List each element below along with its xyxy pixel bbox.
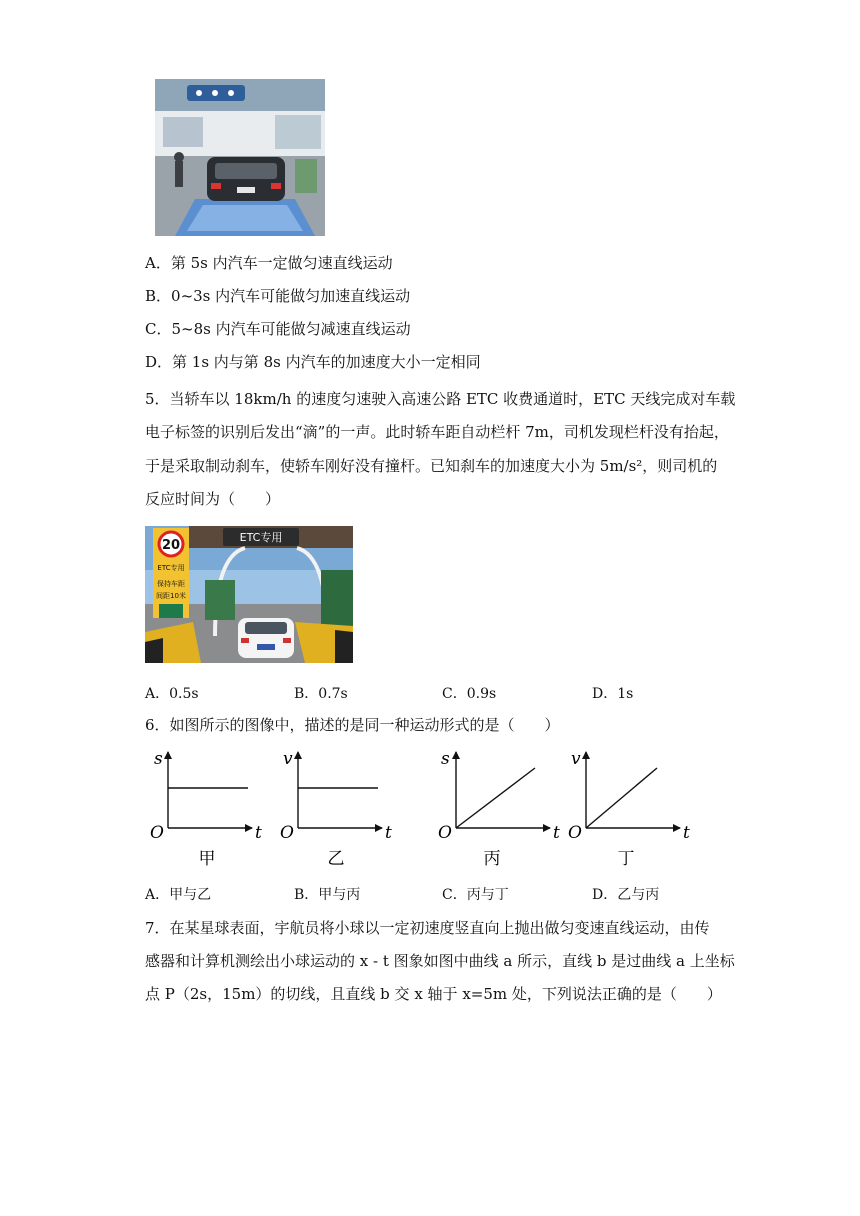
q6-option-b: B．甲与丙 [294,887,361,903]
graph-ding-ylabel: v [571,749,581,769]
sign-text-1: ETC专用 [157,564,185,572]
q4-option-d: D．第 1s 内与第 8s 内汽车的加速度大小一定相同 [145,353,481,371]
graph-jia-caption: 甲 [198,849,216,869]
q4-option-a: A．第 5s 内汽车一定做匀速直线运动 [145,254,393,272]
q5-stem-line-2: 电子标签的识别后发出“滴”的一声。此时轿车距自动栏杆 7m，司机发现栏杆没有抬起， [145,423,729,441]
q4-option-c: C．5~8s 内汽车可能做匀减速直线运动 [145,320,411,338]
q6-option-c: C．丙与丁 [442,887,509,903]
q7-stem-line-2: 感器和计算机测绘出小球运动的 x - t 图象如图中曲线 a 所示，直线 b 是过曲线 a 上坐标 [145,952,735,970]
q6-option-d: D．乙与丙 [592,887,660,903]
graph-ding-caption: 丁 [617,849,635,869]
graph-ding [568,749,690,843]
q5-stem-line-4: 反应时间为（ ） [145,490,281,508]
sign-text-2: 保持车距 [157,580,185,588]
q6-graphs [140,744,700,870]
graph-bing-ylabel: s [441,749,450,769]
graph-jia-origin: O [150,823,164,843]
graph-bing-origin: O [438,823,452,843]
graph-ding-line [586,768,657,828]
q7-stem-line-1: 7．在某星球表面，宇航员将小球以一定初速度竖直向上抛出做匀变速直线运动，由传 [145,919,710,937]
graph-jia-ylabel: s [154,749,163,769]
q5-option-a: A．0.5s [145,686,199,702]
q5-stem-line-3: 于是采取制动刹车，使轿车刚好没有撞杆。已知刹车的加速度大小为 5m/s²，则司机的 [145,457,718,475]
gantry-text: ETC专用 [239,531,283,544]
graph-bing [438,749,560,843]
sign-text-3: 间距10米 [156,592,186,600]
etc-toll-lane-photo [145,526,353,663]
graph-yi-origin: O [280,823,294,843]
q5-option-d: D．1s [592,686,634,702]
speed-limit-sign: 20 [161,538,181,553]
q4-option-b: B．0~3s 内汽车可能做匀加速直线运动 [145,287,411,305]
q6-stem: 6．如图所示的图像中，描述的是同一种运动形式的是（ ） [145,716,560,734]
graph-yi-xlabel: t [385,823,392,843]
graph-bing-xlabel: t [553,823,560,843]
q6-option-a: A．甲与乙 [145,887,212,903]
graph-yi [280,749,392,843]
graph-bing-line [456,768,535,828]
graph-ding-xlabel: t [683,823,690,843]
inspection-station-photo [155,79,325,236]
graph-bing-caption: 丙 [483,849,501,869]
graph-yi-ylabel: v [283,749,293,769]
graph-jia [150,749,262,843]
graph-jia-xlabel: t [255,823,262,843]
q5-stem-line-1: 5．当轿车以 18km/h 的速度匀速驶入高速公路 ETC 收费通道时，ETC 天线完成对车载 [145,390,736,408]
q5-option-c: C．0.9s [442,686,497,702]
q5-option-b: B．0.7s [294,686,348,702]
graph-ding-origin: O [568,823,582,843]
q7-stem-line-3: 点 P（2s，15m）的切线，且直线 b 交 x 轴于 x=5m 处，下列说法正确的是（ ） [145,985,722,1003]
graph-yi-caption: 乙 [327,849,345,869]
